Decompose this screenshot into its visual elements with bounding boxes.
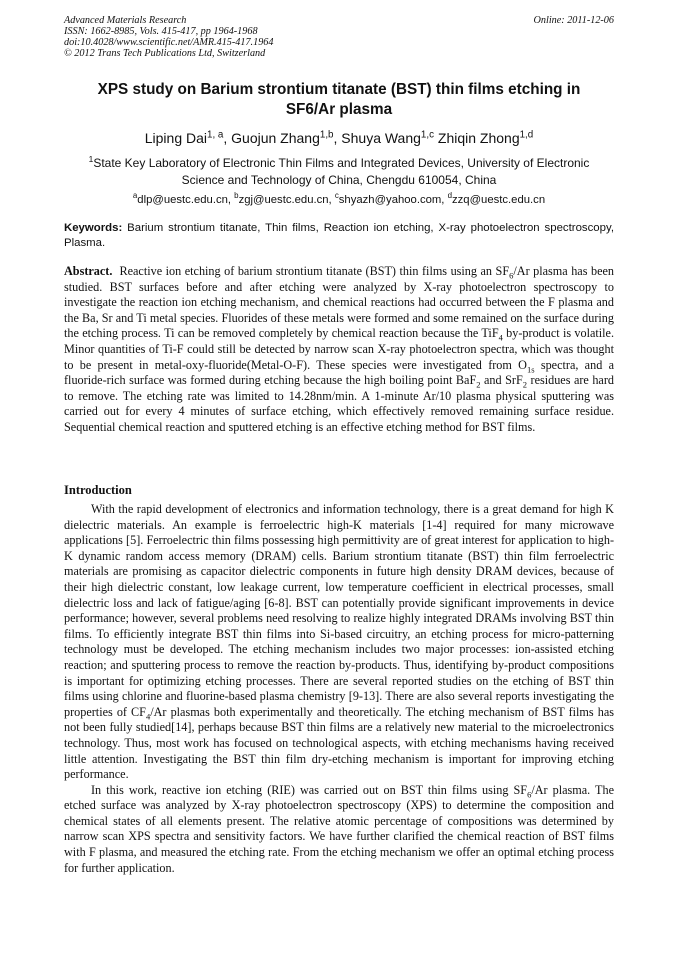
paper-title: [60, 80, 618, 120]
intro-paragraph-2: [64, 783, 614, 877]
section-heading-introduction: Introduction: [64, 483, 132, 497]
abstract-sub-2: 4: [498, 332, 503, 343]
abstract-label: Abstract.: [64, 264, 113, 278]
author-4: Zhiqin Zhong: [437, 130, 520, 146]
author-list: Liping Dai$^{1, a}$, Guojun Zhang$^{1,b}$, Shuya Wang$^{1,c}$ Zhiqin Zhong$^{1,d}$: [144, 129, 534, 146]
issn-line: ISSN: 1662-8985, Vols. 415-417, pp 1964-1968: [64, 26, 258, 37]
abstract: [64, 264, 614, 436]
author-emails: $^a$dlp@uestc.edu.cn, $^b$zgj@uestc.edu.cn, $^c$shyazh@yahoo.com, $^d$zzq@uestc.edu.cn: [132, 191, 546, 206]
intro-p2-sub: 6: [527, 789, 532, 800]
abstract-text-3: by-product is volatile. Minor quantities of Ti-F could still be detected by narrow scan X-ray photoelectron spectra, which was thought to be present in metal-oxy-fluoride(Metal-O-F). These species were investigated from O: [64, 326, 615, 372]
abstract-text-2: /Ar plasma has been studied. BST surfaces before and after etching were analyzed by X-ray photoelectron spectroscopy to investigate the reaction ion etching mechanism, and chemical reactions had occurred between the F plasma and the Ba, Sr and Ti metal species. Fluorides of these metals were formed and some remained on the surface during the etching process. Ti can be removed completely by chemical reaction because the TiF: [64, 264, 614, 341]
author-2-sup: 1,b: [319, 129, 334, 141]
keywords: [64, 221, 614, 251]
author-1: Liping Dai: [144, 130, 208, 146]
author-3-sup: 1,c: [420, 129, 434, 141]
affiliation-line-1: State Key Laboratory of Electronic Thin Films and Integrated Devices, University of Electronic: [93, 156, 590, 170]
abstract-text-1: Reactive ion etching of barium strontium titanate (BST) thin films using an SF: [119, 264, 510, 278]
intro-paragraph-1: [64, 502, 614, 783]
affiliation-line-2: Science and Technology of China, Chengdu 610054, China: [181, 173, 497, 187]
affiliation-sup: 1: [88, 154, 94, 164]
author-1-sup: 1, a: [207, 129, 224, 141]
keywords-text: Barium strontium titanate, Thin films, Reaction ion etching, X-ray photoelectron spectroscopy, Plasma.: [64, 222, 614, 249]
doi-line: doi:10.4028/www.scientific.net/AMR.415-417.1964: [64, 37, 274, 48]
author-3: Shuya Wang: [341, 130, 421, 146]
abstract-text-4: spectra, and a fluoride-rich surface was formed during etching because the high boiling point BaF: [64, 357, 614, 388]
intro-p2-text-b: /Ar plasma. The etched surface was analyzed by X-ray photoelectron spectroscopy (XPS) to determine the composition and chemical states of all elements present. The relative atomic percentage of compositions was determined by narrow scan XPS spectra and sensitivity factors. We have further clarified the chemical reaction of BST films with F plasma, and measured the etching rate. From the etching mechanism we offer an optimal etching process for further application.: [64, 782, 614, 875]
copyright-line: © 2012 Trans Tech Publications Ltd, Switzerland: [64, 48, 266, 59]
abstract-text-5: and SrF: [480, 373, 523, 388]
email-c[interactable]: shyazh@yahoo.com,: [338, 194, 445, 206]
email-a[interactable]: dlp@uestc.edu.cn,: [137, 194, 232, 206]
email-b[interactable]: zgj@uestc.edu.cn,: [238, 194, 332, 206]
author-4-sup: 1,d: [519, 129, 534, 141]
affiliation: [80, 155, 598, 189]
abstract-sub-5: 2: [522, 379, 527, 390]
intro-p1-sub: 4: [145, 711, 151, 722]
intro-p1-text-b: /Ar plasmas both experimentally and theoretically. The etching mechanism of BST films has not been fully studied[14], perhaps because BST thin films are a relatively new material to the microelectronics technology. Thus, most work has focused on technological aspects, with etching mechanisms having received little attention. Investigating the BST thin film dry-etching mechanism is important for improving etching performance.: [64, 704, 614, 782]
introduction-body: [64, 502, 614, 876]
intro-p1-text-a: With the rapid development of electronics and information technology, there is a great demand for high K dielectric materials. An example is ferroelectric high-K materials [1-4] required for many microwave applications [5]. Ferroelectric thin films possessing high permittivity are of great interest for application to high-K dynamic random access memory (DRAM) cells. Barium strontium titanate (BST) thin film ferroelectric materials are promising as capacitor dielectric components in future high density DRAM devices, because of their high dielectric constant, low leakage current, low temperature coefficient in electrical processes, small dielectric loss and lack of fatigue/aging [6-8]. BST can potentially provide significant improvements in device performance; however, several problems need resolving to realize highly integrated DRAMs involving BST thin films. To efficiently integrate BST thin films into Si-based circuitry, an etching process for micro-patterning technology must be developed. The etching mechanism includes two major processes: ion-assisted etching reaction; and sputtering process to remove the reaction by-products. Thus, identifying by-product compositions is important for optimizing etching processes. There are several reported studies on the etching of BST thin films using chlorine and fluorine-based plasma chemistry [9-13]. There are also several reports investigating the properties of CF: [64, 502, 614, 719]
journal-name: Advanced Materials Research: [64, 15, 187, 26]
abstract-sub-1: 6: [509, 270, 514, 281]
intro-p2-text-a: In this work, reactive ion etching (RIE) was carried out on BST thin films using SF: [91, 782, 528, 797]
abstract-sub-4: 2: [476, 379, 481, 390]
title-line-2: SF6/Ar plasma: [285, 101, 393, 118]
online-date: Online: 2011-12-06: [533, 15, 614, 26]
email-d[interactable]: zzq@uestc.edu.cn: [452, 194, 546, 206]
author-2: Guojun Zhang: [231, 130, 320, 146]
abstract-text-6: residues are hard to remove. The etching rate was limited to 14.28nm/min. A 1-minute Ar/10 plasma physical sputtering was carried out for every 4 minutes of surface etching, which effectively removed remaining surface residue. Sequential chemical reaction and sputtered etching is an effective etching method for BST films.: [64, 373, 614, 434]
abstract-sub-3: 1s: [526, 364, 535, 374]
keywords-label: Keywords:: [64, 222, 123, 234]
title-line-1: XPS study on Barium strontium titanate (BST) thin films etching in: [97, 81, 581, 98]
